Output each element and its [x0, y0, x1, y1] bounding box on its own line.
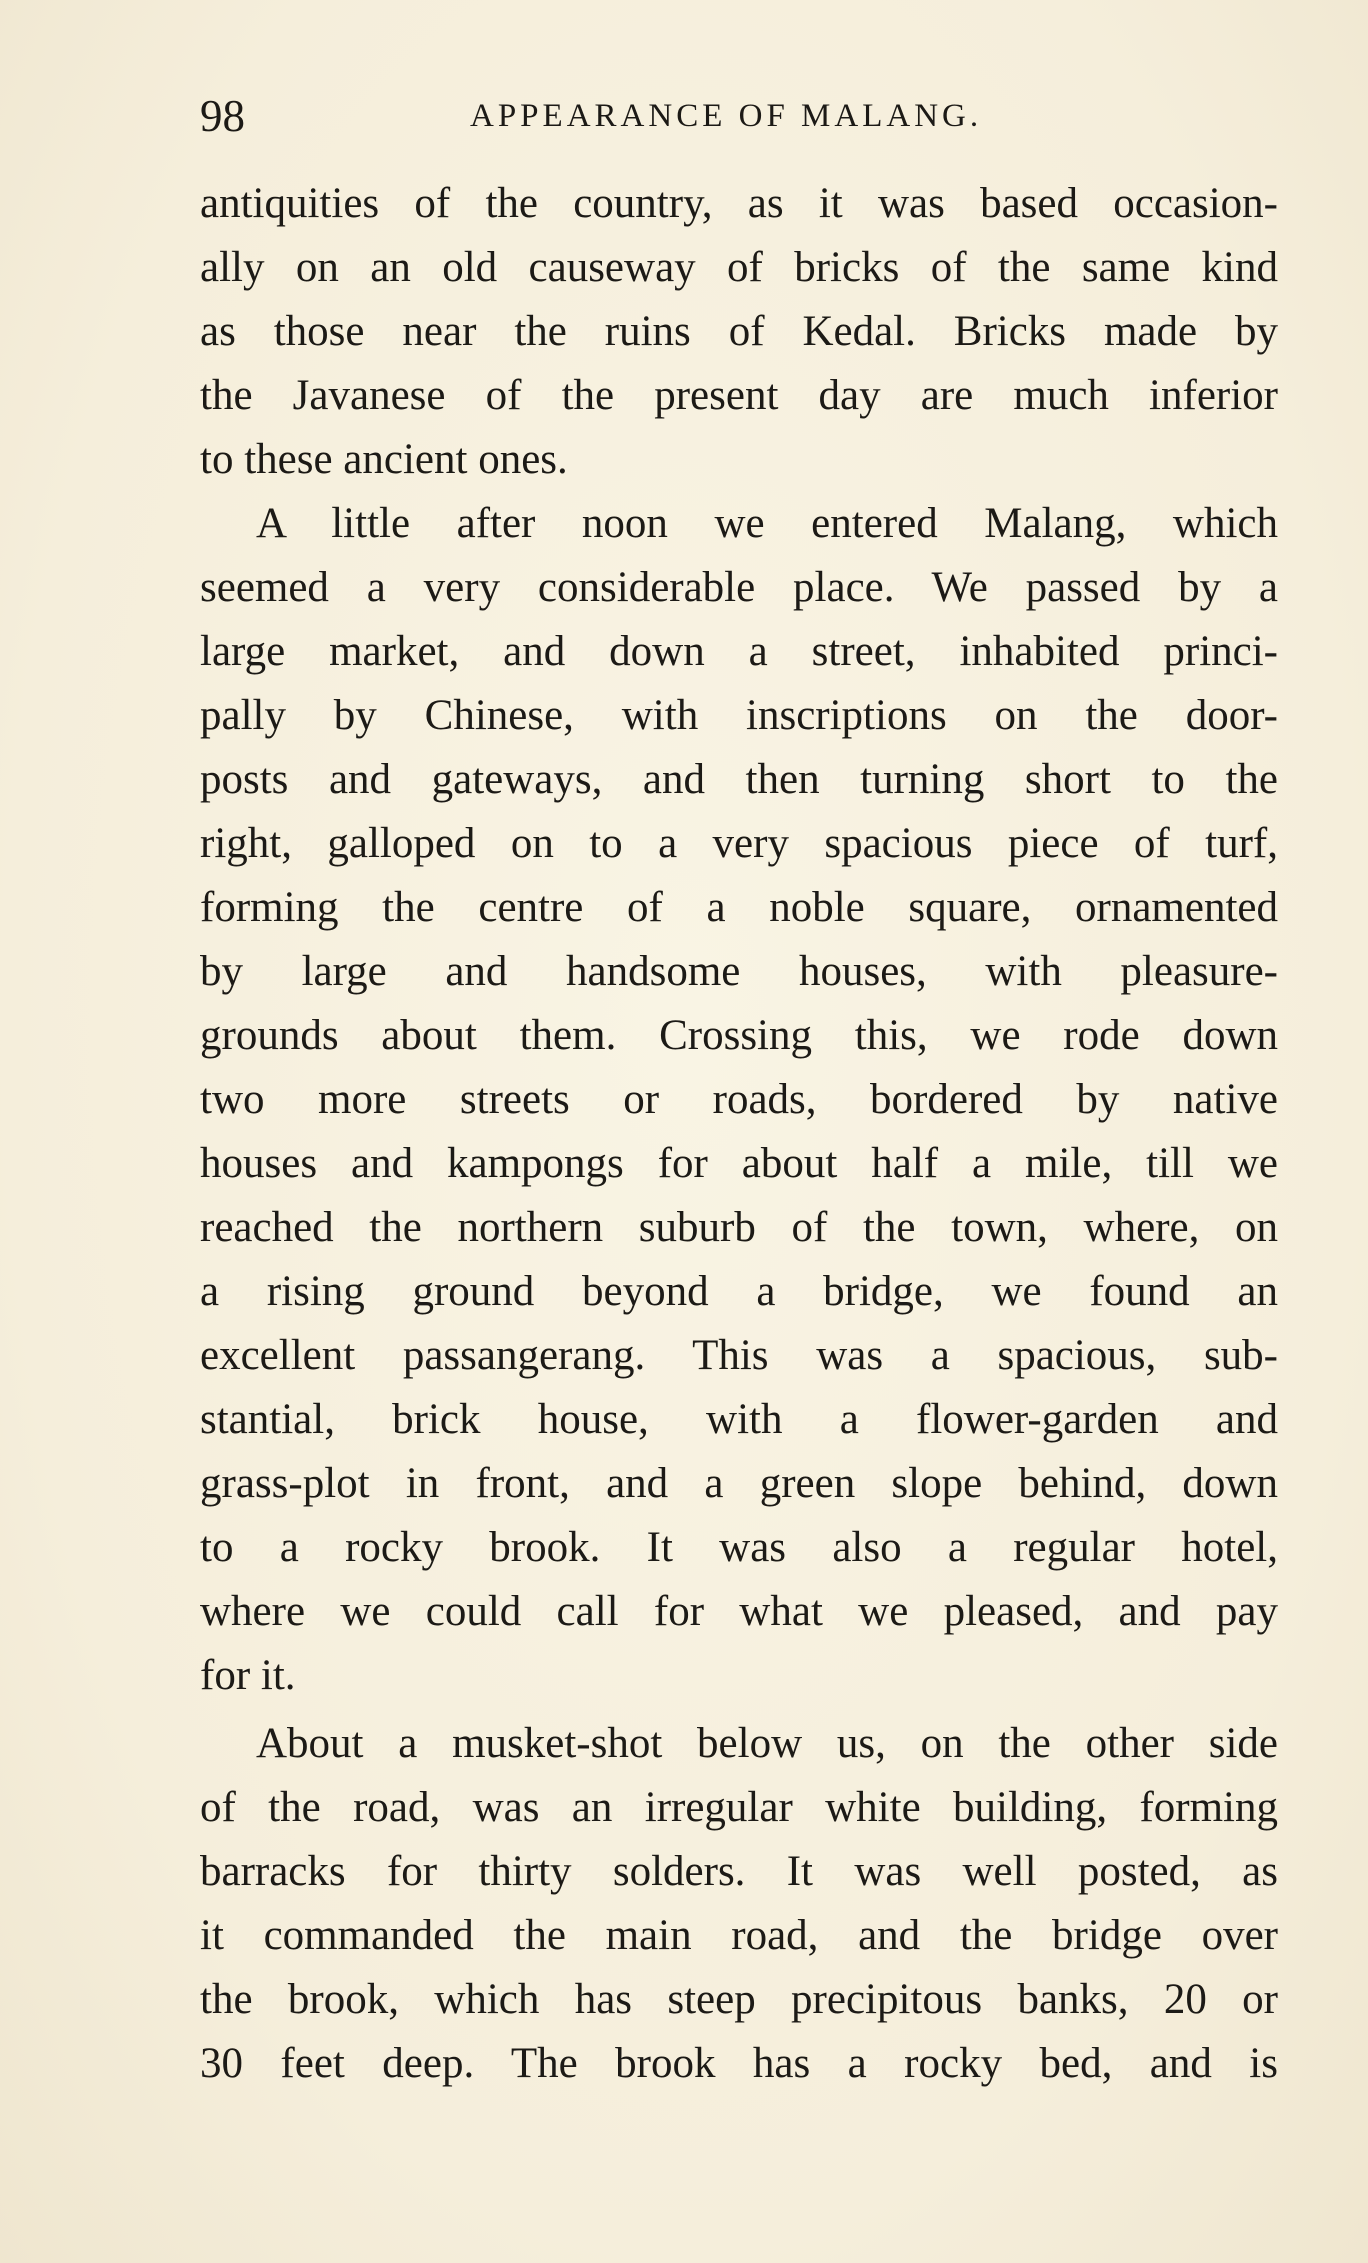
text-line: stantial, brick house, with a flower-garden and: [200, 1396, 1278, 1443]
text-line: two more streets or roads, bordered by native: [200, 1076, 1278, 1123]
text-line: antiquities of the country, as it was based occasion-: [200, 180, 1278, 227]
text-line: ally on an old causeway of bricks of the same kind: [200, 244, 1278, 291]
body-text: [200, 172, 1278, 2096]
text-line: grass-plot in front, and a green slope behind, down: [200, 1460, 1278, 1507]
text-line: excellent passangerang. This was a spacious, sub-: [200, 1332, 1278, 1379]
text-line: houses and kampongs for about half a mile, till we: [200, 1140, 1278, 1187]
paragraph-1: [200, 172, 1278, 492]
page-number: 98: [200, 91, 245, 141]
text-line: of the road, was an irregular white building, forming: [200, 1784, 1278, 1831]
text-line: for it.: [200, 1652, 296, 1699]
text-line: to these ancient ones.: [200, 436, 568, 483]
text-line: it commanded the main road, and the bridge over: [200, 1912, 1278, 1959]
paragraph-2: [200, 492, 1278, 1708]
text-line: grounds about them. Crossing this, we rode down: [200, 1012, 1278, 1059]
text-line: large market, and down a street, inhabited princi-: [200, 628, 1278, 675]
text-line: the brook, which has steep precipitous banks, 20 or: [200, 1976, 1278, 2023]
text-line: reached the northern suburb of the town, where, on: [200, 1204, 1278, 1251]
text-line: forming the centre of a noble square, ornamented: [200, 884, 1278, 931]
text-line: by large and handsome houses, with pleasure-: [200, 948, 1278, 995]
text-line: seemed a very considerable place. We passed by a: [200, 564, 1278, 611]
paragraph-3: [200, 1712, 1278, 2096]
text-line: a rising ground beyond a bridge, we found an: [200, 1268, 1278, 1315]
text-line: posts and gateways, and then turning short to the: [200, 756, 1278, 803]
text-line: as those near the ruins of Kedal. Bricks made by: [200, 308, 1278, 355]
text-line: where we could call for what we pleased, and pay: [200, 1588, 1278, 1635]
running-head: APPEARANCE OF MALANG.: [470, 98, 983, 134]
text-line: to a rocky brook. It was also a regular hotel,: [200, 1524, 1278, 1571]
text-line: pally by Chinese, with inscriptions on the door-: [200, 692, 1278, 739]
text-line: barracks for thirty solders. It was well posted, as: [200, 1848, 1278, 1895]
text-line: the Javanese of the present day are much inferior: [200, 372, 1278, 419]
page-header: [200, 86, 1278, 146]
text-line: About a musket-shot below us, on the other side: [256, 1720, 1278, 1767]
text-line: 30 feet deep. The brook has a rocky bed, and is: [200, 2040, 1278, 2087]
text-line: A little after noon we entered Malang, which: [256, 500, 1278, 547]
text-line: right, galloped on to a very spacious piece of turf,: [200, 820, 1278, 867]
